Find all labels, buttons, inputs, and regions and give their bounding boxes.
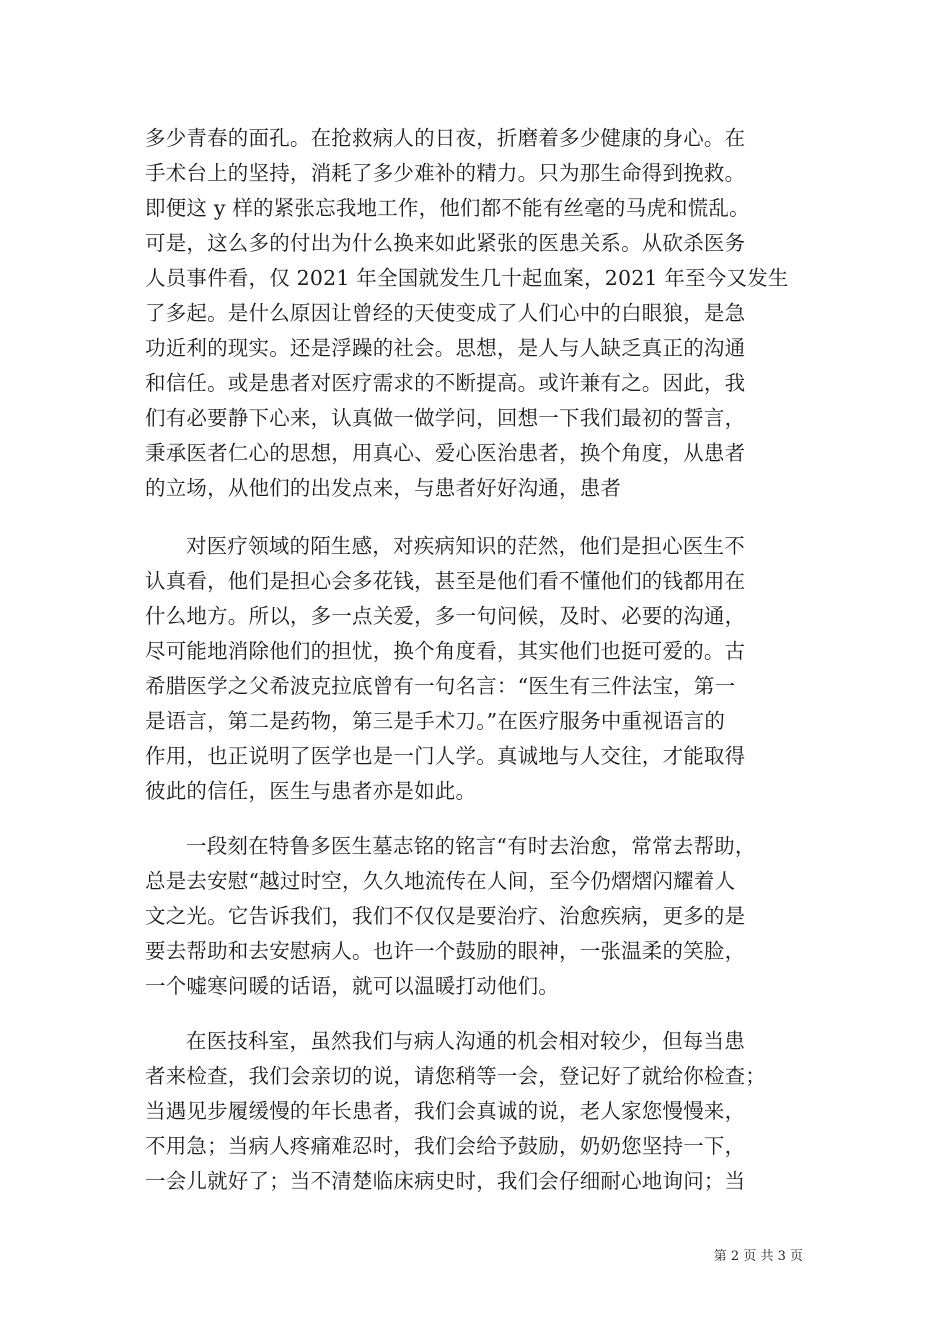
paragraph-line: 功近利的现实。还是浮躁的社会。思想，是人与人缺乏真正的沟通 <box>145 336 746 360</box>
paragraph-line: 一会儿就好了；当不清楚临床病史时，我们会仔细耐心地询问；当 <box>145 1169 746 1193</box>
paragraph-line: 希腊医学之父希波克拉底曾有一句名言：“医生有三件法宝，第一 <box>145 674 736 698</box>
paragraph-line: 总是去安慰“越过时空，久久地流传在人间，至今仍熠熠闪耀着人 <box>145 869 736 893</box>
paragraph-line: 一个嘘寒问暖的话语，就可以温暖打动他们。 <box>145 974 559 998</box>
paragraph-line: 秉承医者仁心的思想，用真心、爱心医治患者，换个角度，从患者 <box>145 441 746 465</box>
paragraph-line: 们有必要静下心来，认真做一做学问，回想一下我们最初的誓言， <box>145 406 746 430</box>
paragraph-line: 者来检查，我们会亲切的说，请您稍等一会，登记好了就给你检查； <box>145 1064 766 1088</box>
paragraph-line: 和信任。或是患者对医疗需求的不断提高。或许兼有之。因此，我 <box>145 371 746 395</box>
paragraph-line: 多少青春的面孔。在抢救病人的日夜，折磨着多少健康的身心。在 <box>145 126 746 150</box>
paragraph-line: 不用急；当病人疼痛难忍时，我们会给予鼓励，奶奶您坚持一下， <box>145 1134 746 1158</box>
paragraph-line: 要去帮助和去安慰病人。也许一个鼓励的眼神，一张温柔的笑脸， <box>145 939 746 963</box>
paragraph-line: 当遇见步履缓慢的年长患者，我们会真诚的说，老人家您慢慢来， <box>145 1099 746 1123</box>
paragraph-line: 手术台上的坚持，消耗了多少难补的精力。只为那生命得到挽救。 <box>145 161 746 185</box>
paragraph-line: 认真看，他们是担心会多花钱，甚至是他们看不懂他们的钱都用在 <box>145 569 746 593</box>
paragraph-line: 是语言，第二是药物，第三是手术刀。”在医疗服务中重视语言的 <box>145 709 726 733</box>
paragraph-line: 作用，也正说明了医学也是一门人学。真诚地与人交往，才能取得 <box>145 744 746 768</box>
page-number: 第 2 页 共 3 页 <box>713 1249 803 1264</box>
paragraph-line: 彼此的信任，医生与患者亦是如此。 <box>145 779 477 803</box>
paragraph-line: 的立场，从他们的出发点来，与患者好好沟通，患者 <box>145 476 622 500</box>
paragraph-line: 尽可能地消除他们的担忧，换个角度看，其实他们也挺可爱的。古 <box>145 639 746 663</box>
paragraph-first-line: 一段刻在特鲁多医生墓志铭的铭言“有时去治愈，常常去帮助， <box>186 834 756 858</box>
paragraph-first-line: 在医技科室，虽然我们与病人沟通的机会相对较少，但每当患 <box>186 1029 745 1053</box>
paragraph-line: 人员事件看，仅 2021 年全国就发生几十起血案，2021 年至今又发生 <box>145 266 789 290</box>
paragraph-line: 什么地方。所以，多一点关爱，多一句问候，及时、必要的沟通， <box>145 604 746 628</box>
paragraph-line: 即便这 y 样的紧张忘我地工作，他们都不能有丝毫的马虎和慌乱。 <box>145 196 750 220</box>
paragraph-line: 了多起。是什么原因让曾经的天使变成了人们心中的白眼狼，是急 <box>145 301 746 325</box>
paragraph-line: 可是，这么多的付出为什么换来如此紧张的医患关系。从砍杀医务 <box>145 231 746 255</box>
paragraph-first-line: 对医疗领域的陌生感，对疾病知识的茫然，他们是担心医生不 <box>186 534 745 558</box>
paragraph-line: 文之光。它告诉我们，我们不仅仅是要治疗、治愈疾病，更多的是 <box>145 904 746 928</box>
